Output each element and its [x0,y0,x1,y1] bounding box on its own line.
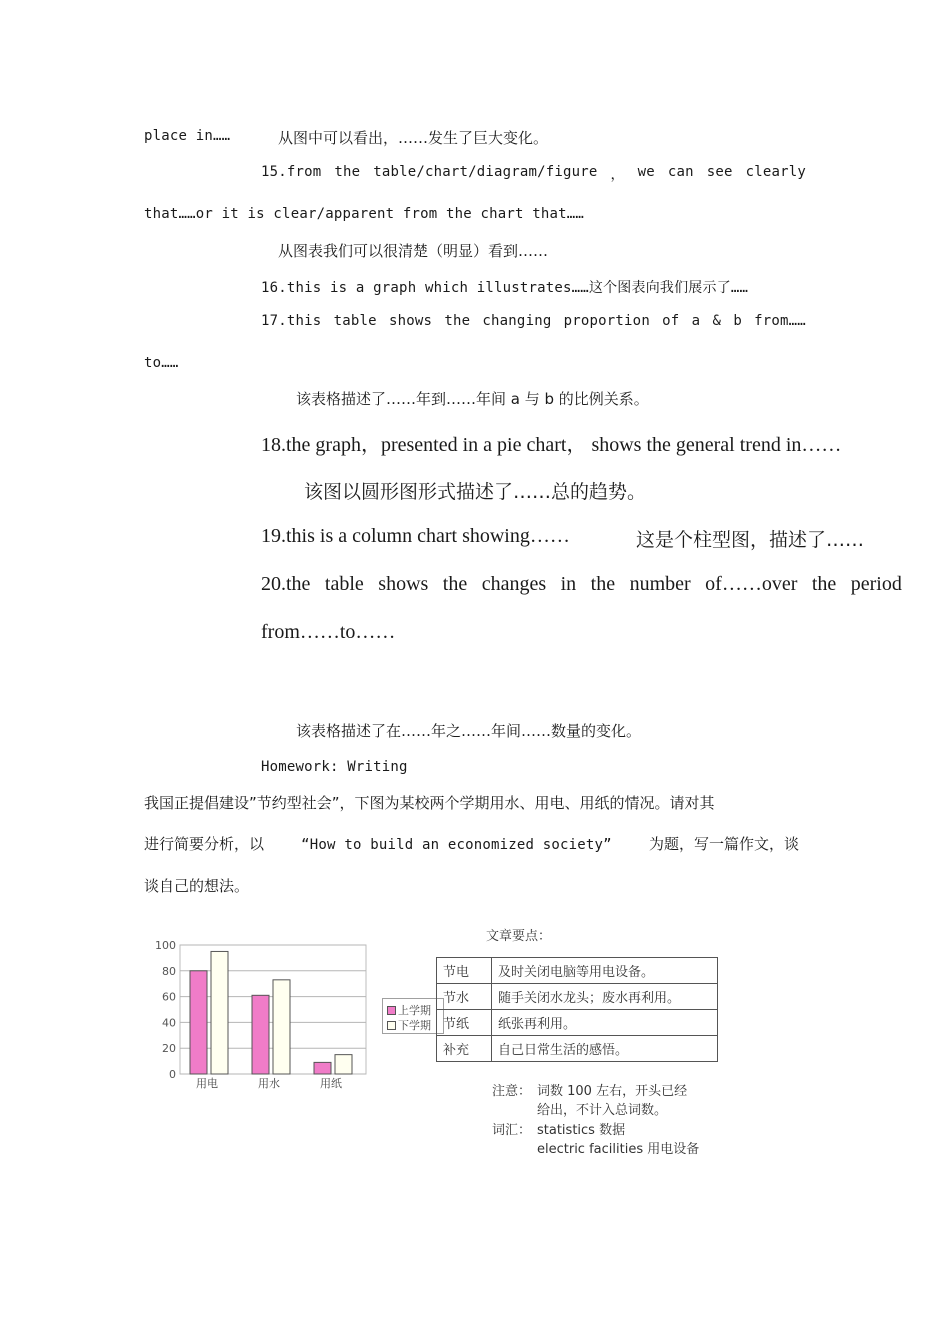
table-row [437,1010,718,1036]
line-15-cn: 从图表我们可以很清楚（明显）看到…… [278,242,549,260]
legend-swatch [387,1006,396,1015]
word: the [334,164,361,180]
line-17-cn: 该表格描述了……年到……年间 a 与 b 的比例关系。 [296,390,649,408]
word: shows [388,313,433,329]
vocab-line-2: electric facilities 用电设备 [537,1142,700,1157]
line-18: 18.the graph，presented in a pie chart， shows the general trend in…… [261,434,842,456]
legend-swatch [387,1021,396,1030]
legend-label: 上学期 [398,1004,431,1017]
line-place-in: place in…… [144,128,231,144]
row-value: 自己日常生活的感悟。 [492,1036,718,1062]
bar [273,980,290,1074]
word: 15.from [261,164,322,180]
y-tick-label: 40 [162,1016,176,1030]
line-18-cn: 该图以圆形图形式描述了……总的趋势。 [304,481,647,503]
word: shows [378,573,429,595]
word: the [442,573,468,595]
note-line-1: 词数 100 左右，开头已经 [537,1084,688,1099]
table-row [437,984,718,1010]
word: see [706,164,733,180]
word: the [811,573,837,595]
line-19-cn: 这是个柱型图，描述了…… [636,529,865,551]
word: from…… [754,313,806,329]
word: in [560,573,577,595]
word: we [637,164,655,180]
chart-legend [382,998,444,1034]
bar [211,951,228,1074]
task-line-2 [144,833,799,854]
row-value: 随手关闭水龙头；废水再利用。 [492,984,718,1010]
y-tick-label: 100 [155,939,176,952]
bar-chart [150,935,380,1095]
word: of……over [705,573,798,595]
points-table [436,957,718,1062]
y-tick-label: 0 [169,1068,176,1081]
line-20-cont: from……to…… [261,621,396,643]
vocab-line-1: statistics 数据 [537,1123,626,1138]
bar [335,1055,352,1074]
legend-label: 下学期 [398,1019,431,1032]
word: b [733,313,742,329]
word: changing [482,313,552,329]
word: changes [481,573,547,595]
task-title-quote: “How to build an economized society” [301,837,612,853]
legend-item-1 [387,1002,431,1018]
legend-item-2 [387,1017,431,1033]
table-row [437,1036,718,1062]
task-line-3: 谈自己的想法。 [144,877,250,895]
word: & [712,313,722,329]
line-20 [261,573,902,596]
task-text: 为题，写一篇作文，谈 [648,835,799,853]
word: can [667,164,694,180]
row-key: 节电 [437,958,492,984]
row-value: 纸张再利用。 [492,1010,718,1036]
y-tick-label: 60 [162,990,176,1004]
y-tick-label: 20 [162,1042,176,1056]
bar-chart-svg [150,935,380,1095]
y-tick-label: 80 [162,964,176,978]
word: ， [610,167,625,183]
line-17-cont: to…… [144,355,179,371]
bar [314,1062,331,1074]
word: of [662,313,680,329]
note-label: 注意： [492,1084,532,1099]
line-15-cont: that……or it is clear/apparent from the chart that…… [144,206,585,222]
homework-heading: Homework: Writing [261,759,408,775]
line-place-in-cn: 从图中可以看出，……发生了巨大变化。 [278,129,549,147]
vocab-label: 词汇： [492,1123,532,1138]
word: 17.this [261,313,322,329]
line-19: 19.this is a column chart showing…… [261,525,570,547]
word: proportion [563,313,650,329]
word: table [333,313,377,329]
x-tick-label: 用水 [258,1077,280,1090]
table-row [437,958,718,984]
row-key: 节纸 [437,1010,492,1036]
task-line-1: 我国正提倡建设”节约型社会”，下图为某校两个学期用水、用电、用纸的情况。请对其 [144,794,715,812]
row-key: 节水 [437,984,492,1010]
word: number [629,573,691,595]
word: 20.the [261,573,311,595]
line-17 [261,313,806,329]
x-tick-label: 用纸 [320,1077,342,1090]
line-16: 16.this is a graph which illustrates……这个图表向我们展示了…… [261,280,749,296]
bar [252,995,269,1074]
line-20-cn: 该表格描述了在……年之……年间……数量的变化。 [296,722,642,740]
word: the [444,313,471,329]
word: period [850,573,902,595]
task-text: 进行简要分析，以 [144,835,265,853]
note-line-2: 给出，不计入总词数。 [537,1103,668,1118]
word: table [324,573,364,595]
bar [190,971,207,1074]
word: the [590,573,616,595]
row-value: 及时关闭电脑等用电设备。 [492,958,718,984]
word: a [691,313,701,329]
points-title: 文章要点： [486,929,552,944]
line-15 [261,164,806,184]
x-tick-label: 用电 [196,1077,218,1090]
word: clearly [745,164,806,180]
row-key: 补充 [437,1036,492,1062]
word: table/chart/diagram/figure [373,164,598,180]
